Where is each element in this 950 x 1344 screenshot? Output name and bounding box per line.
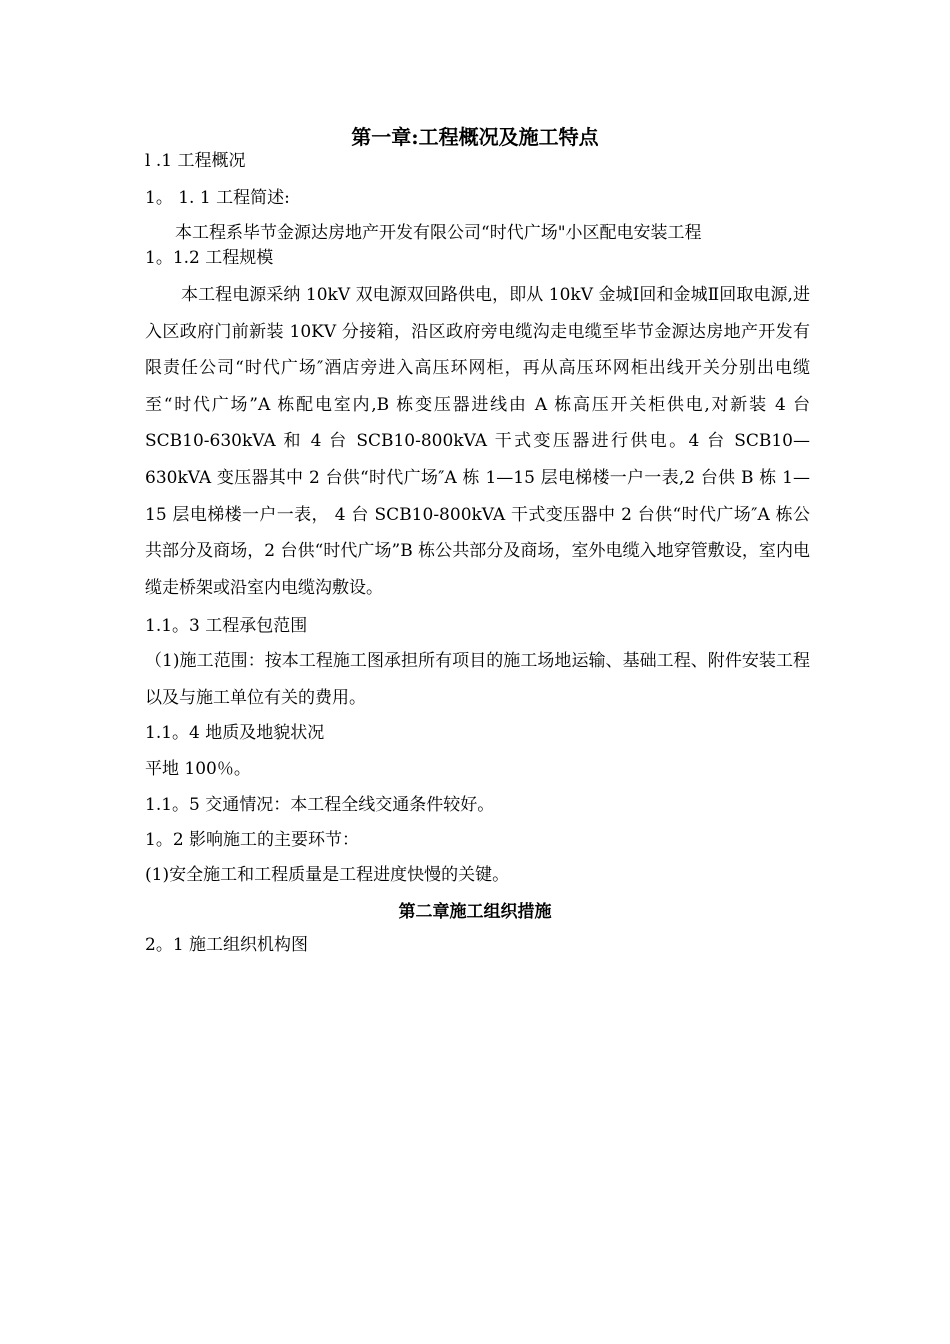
section-1-1-3-heading: 1.1。3 工程承包范围 (145, 616, 308, 636)
chapter-2-title: 第二章施工组织措施 (398, 902, 552, 922)
section-1-1-5-line: 1.1。5 交通情况：本工程全线交通条件较好。 (145, 795, 495, 815)
section-1-1-heading: l .1 工程概况 (145, 151, 246, 171)
chapter-1-title: 第一章:工程概况及施工特点 (351, 125, 599, 149)
section-1-1-3-body: （1)施工范围：按本工程施工图承担所有项目的施工场地运输、基础工程、附件安装工程以及与施工单位有关的费用。 (145, 651, 810, 708)
section-1-2-heading: 1。2 影响施工的主要环节： (145, 830, 360, 850)
section-1-2-body: (1)安全施工和工程质量是工程进度快慢的关键。 (145, 865, 510, 885)
section-1-1-1-heading: 1。 1. 1 工程简述: (145, 188, 290, 208)
section-1-1-2-heading: 1。1.2 工程规模 (145, 248, 274, 268)
section-1-1-1-body: 本工程系毕节金源达房地产开发有限公司“时代广场"小区配电安装工程 (175, 223, 702, 243)
section-2-1-heading: 2。1 施工组织机构图 (145, 935, 309, 955)
section-1-1-4-heading: 1.1。4 地质及地貌状况 (145, 723, 325, 743)
section-1-1-4-body: 平地 100％。 (145, 759, 251, 779)
section-1-1-2-body: 本工程电源采纳 10kV 双电源双回路供电，即从 10kV 金城Ⅰ回和金城Ⅱ回取电源,进入区政府门前新装 10KV 分接箱，沿区政府旁电缆沟走电缆至毕节金源达房地产开发有限责任公司“时代广场″酒店旁进入高压环网柜，再从高压环网柜出线开关分别出电缆至“时代广场”A 栋配电室内,B 栋变压器进线由 A 栋高压开关柜供电,对新装 4 台 SCB10-630kVA 和 4 台 SCB10-800kVA 干式变压器进行供电。4 台 SCB10—630kVA 变压器其中 2 台供“时代广场″A 栋 1—15 层电梯楼一户一表,2 台供 B 栋 1—15 层电梯楼一户一表， 4 台 SCB10-800kVA 干式变压器中 2 台供“时代广场″A 栋公共部分及商场，2 台供“时代广场”B 栋公共部分及商场，室外电缆入地穿管敷设，室内电缆走桥架或沿室内电缆沟敷设。 (145, 285, 810, 598)
